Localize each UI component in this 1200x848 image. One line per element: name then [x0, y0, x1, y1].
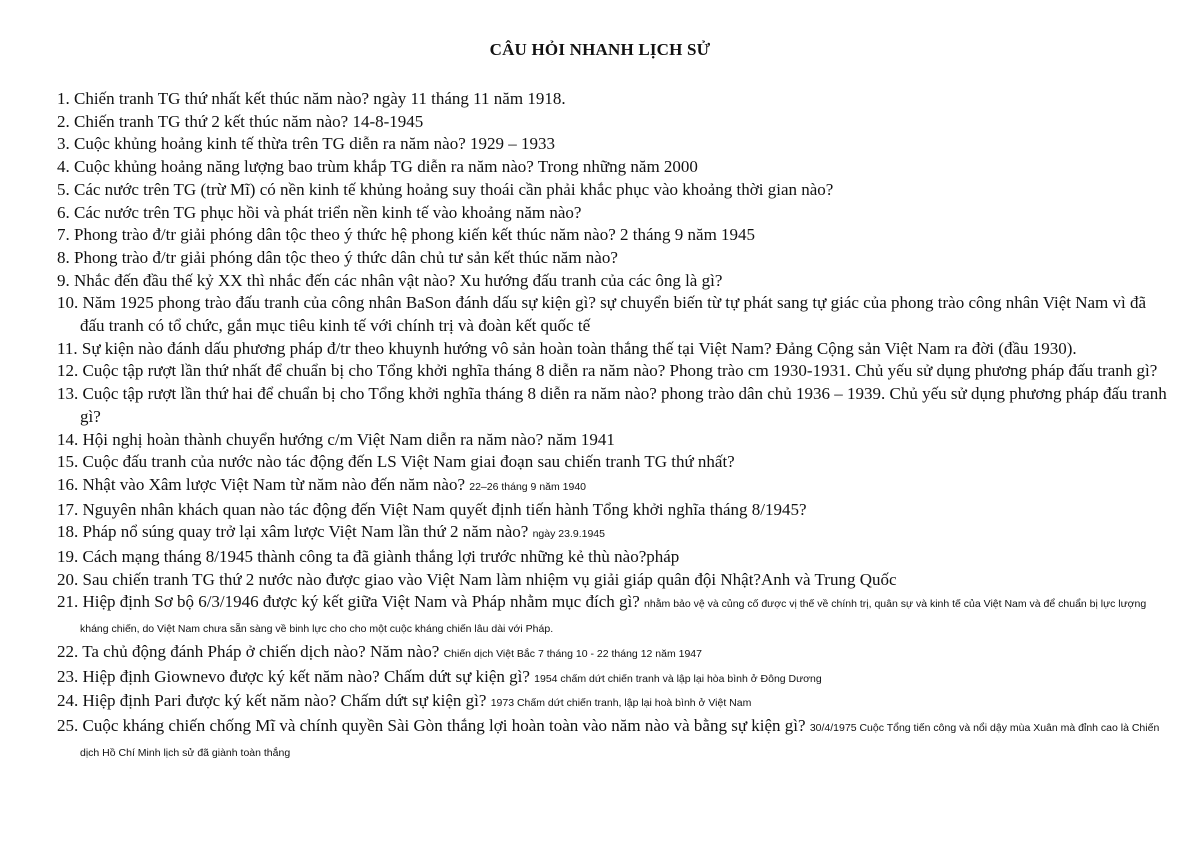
question-item — [57, 546, 1167, 569]
question-text: 1. Chiến tranh TG thứ nhất kết thúc năm nào? ngày 11 tháng 11 năm 1918. — [57, 89, 566, 108]
question-text: 21. Hiệp định Sơ bộ 6/3/1946 được ký kết giữa Việt Nam và Pháp nhằm mục đích gì? — [57, 592, 645, 612]
question-text: 24. Hiệp định Pari được ký kết năm nào? Chấm dứt sự kiện gì? — [57, 691, 491, 711]
question-item — [57, 133, 1167, 156]
question-text: 22. Ta chủ động đánh Pháp ở chiến dịch nào? Năm nào? — [57, 641, 444, 661]
question-item — [57, 690, 1167, 715]
question-text: 25. Cuộc kháng chiến chống Mĩ và chính quyền Sài Gòn thắng lợi hoàn toàn vào năm nào và bằng sự kiện gì? — [57, 715, 810, 735]
question-text: 15. Cuộc đấu tranh của nước nào tác động đến LS Việt Nam giai đoạn sau chiến tranh TG thứ nhất? — [57, 452, 735, 472]
question-text: 8. Phong trào đ/tr giải phóng dân tộc theo ý thức dân chủ tư sản kết thúc năm nào? — [57, 247, 618, 267]
question-item — [57, 179, 1167, 202]
answer-note: 1973 Chấm dứt chiến tranh, lập lại hoà bình ở Việt Nam — [490, 697, 752, 710]
question-text: 12. Cuộc tập rượt lần thứ nhất để chuẩn bị cho Tổng khởi nghĩa tháng 8 diễn ra năm nào? Phong trào cm 1930-1931. Chủ yếu sử dụng phương pháp đấu tranh gì? — [57, 361, 1158, 381]
question-item — [57, 338, 1167, 361]
question-item — [57, 521, 1167, 546]
question-item — [57, 451, 1167, 474]
question-text: 10. Năm 1925 phong trào đấu tranh của công nhân BaSon đánh dấu sự kiện gì? sự chuyển biến từ tự phát sang tự giác của phong trào công nhân Việt Nam vì đã đấu tranh có tổ chức, gắn mục tiêu kinh tế với chính trị và đoàn kết quốc tế — [57, 293, 1147, 336]
question-item — [57, 715, 1167, 764]
question-text: 18. Pháp nổ súng quay trở lại xâm lược Việt Nam lần thứ 2 năm nào? — [57, 522, 533, 542]
question-list — [57, 88, 1167, 764]
question-item — [57, 247, 1167, 270]
question-item — [57, 270, 1167, 293]
answer-note: 30/4/1975 Cuộc Tổng tiến công và nổi dậy mùa Xuân mà đỉnh cao là Chiến dịch Hồ Chí Minh lịch sử đã giành toàn thắng — [80, 721, 1160, 759]
question-item — [57, 88, 1167, 111]
question-text: 5. Các nước trên TG (trừ Mĩ) có nền kinh tế khủng hoảng suy thoái cần phải khắc phục vào khoảng thời gian nào? — [57, 179, 834, 199]
answer-note: nhằm bảo vệ và củng cố được vị thế về chính trị, quân sự và kinh tế của Việt Nam và để chuẩn bị lực lượng kháng chiến, do Việt Nam chưa sẵn sàng về binh lực cho cho một cuộc kháng chiến lâu dài với Pháp. — [80, 598, 1147, 636]
question-item — [57, 429, 1167, 452]
question-item — [57, 591, 1167, 640]
question-item — [57, 666, 1167, 691]
question-text: 4. Cuộc khủng hoảng năng lượng bao trùm khắp TG diễn ra năm nào? Trong những năm 2000 — [57, 157, 698, 177]
question-text: 3. Cuộc khủng hoảng kinh tế thừa trên TG diễn ra năm nào? 1929 – 1933 — [57, 134, 556, 154]
question-item — [57, 499, 1167, 522]
question-item — [57, 569, 1167, 592]
question-item — [57, 292, 1167, 337]
question-text: 17. Nguyên nhân khách quan nào tác động đến Việt Nam quyết định tiến hành Tổng khởi nghĩa tháng 8/1945? — [57, 499, 807, 519]
question-item — [57, 360, 1167, 383]
answer-note: Chiến dịch Việt Bắc 7 tháng 10 - 22 tháng 12 năm 1947 — [443, 647, 702, 660]
question-item — [57, 224, 1167, 247]
answer-note: 1954 chấm dứt chiến tranh và lập lại hòa bình ở Đông Dương — [534, 672, 822, 685]
document-title: CÂU HỎI NHANH LỊCH SỬ — [489, 40, 711, 59]
question-text: 9. Nhắc đến đầu thế kỷ XX thì nhắc đến các nhân vật nào? Xu hướng đấu tranh của các ông là gì? — [57, 270, 723, 290]
question-text: 23. Hiệp định Giownevo được ký kết năm nào? Chấm dứt sự kiện gì? — [57, 666, 535, 686]
question-item — [57, 202, 1167, 225]
question-item — [57, 474, 1167, 499]
question-text: 16. Nhật vào Xâm lược Việt Nam từ năm nào đến năm nào? — [57, 474, 470, 494]
question-item — [57, 156, 1167, 179]
question-item — [57, 641, 1167, 666]
question-text: 11. Sự kiện nào đánh dấu phương pháp đ/tr theo khuynh hướng vô sản hoàn toàn thắng thế tại Việt Nam? Đảng Cộng sản Việt Nam ra đời (đầu 1930). — [57, 338, 1077, 358]
question-text: 20. Sau chiến tranh TG thứ 2 nước nào được giao vào Việt Nam làm nhiệm vụ giải giáp quân đội Nhật?Anh và Trung Quốc — [57, 569, 897, 589]
question-text: 13. Cuộc tập rượt lần thứ hai để chuẩn bị cho Tổng khởi nghĩa tháng 8 diễn ra năm nào? phong trào dân chủ 1936 – 1939. Chủ yếu sử dụng phương pháp đấu tranh gì? — [57, 384, 1167, 426]
question-text: 6. Các nước trên TG phục hồi và phát triển nền kinh tế vào khoảng năm nào? — [57, 202, 582, 222]
question-item — [57, 383, 1167, 428]
question-text: 7. Phong trào đ/tr giải phóng dân tộc theo ý thức hệ phong kiến kết thúc năm nào? 2 tháng 9 năm 1945 — [57, 225, 756, 245]
answer-note: 22–26 tháng 9 năm 1940 — [469, 480, 587, 493]
question-text: 19. Cách mạng tháng 8/1945 thành công ta đã giành thắng lợi trước những kẻ thù nào?pháp — [57, 547, 680, 567]
answer-note: ngày 23.9.1945 — [532, 528, 605, 541]
question-item — [57, 111, 1167, 134]
question-text: 14. Hội nghị hoàn thành chuyển hướng c/m Việt Nam diễn ra năm nào? năm 1941 — [57, 429, 615, 449]
question-text: 2. Chiến tranh TG thứ 2 kết thúc năm nào? 14-8-1945 — [57, 111, 424, 131]
